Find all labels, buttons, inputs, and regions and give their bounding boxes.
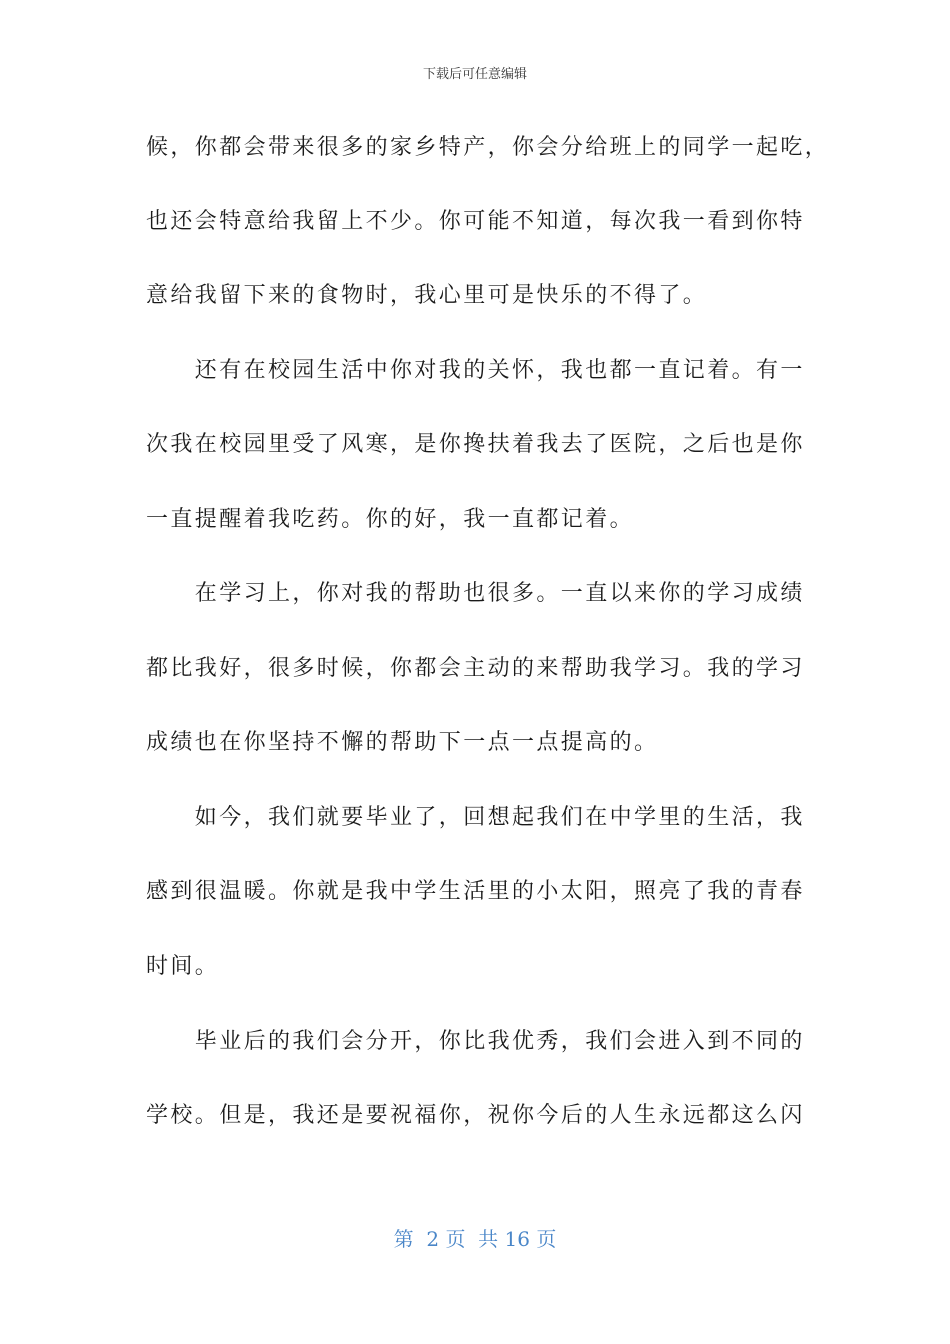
text-line-3: 意给我留下来的食物时，我心里可是快乐的不得了。 [146,283,708,308]
text-line-10: 如今，我们就要毕业了，回想起我们在中学里的生活，我 [146,805,805,830]
text-line-11: 感到很温暖。你就是我中学生活里的小太阳，照亮了我的青春 [146,879,805,904]
text-line-7: 在学习上，你对我的帮助也很多。一直以来你的学习成绩 [146,581,805,606]
page-footer [0,1224,950,1254]
page-header: 下载后可任意编辑 [422,67,527,82]
text-line-12: 时间。 [146,954,220,979]
text-line-5: 次我在校园里受了风寒，是你搀扶着我去了医院，之后也是你 [146,432,805,457]
text-line-6: 一直提醒着我吃药。你的好，我一直都记着。 [146,507,635,532]
text-line-8: 都比我好，很多时候，你都会主动的来帮助我学习。我的学习 [146,656,805,681]
text-line-13: 毕业后的我们会分开，你比我优秀，我们会进入到不同的 [146,1029,805,1054]
text-line-14: 学校。但是，我还是要祝福你，祝你今后的人生永远都这么闪 [146,1103,805,1128]
text-line-2: 也还会特意给我留上不少。你可能不知道，每次我一看到你特 [146,209,805,234]
text-line-1: 候，你都会带来很多的家乡特产，你会分给班上的同学一起吃， [146,135,830,160]
text-line-9: 成绩也在你坚持不懈的帮助下一点一点提高的。 [146,730,659,755]
text-line-4: 还有在校园生活中你对我的关怀，我也都一直记着。有一 [146,358,805,383]
page-number: 第 2 页 共 16 页 [393,1227,557,1251]
